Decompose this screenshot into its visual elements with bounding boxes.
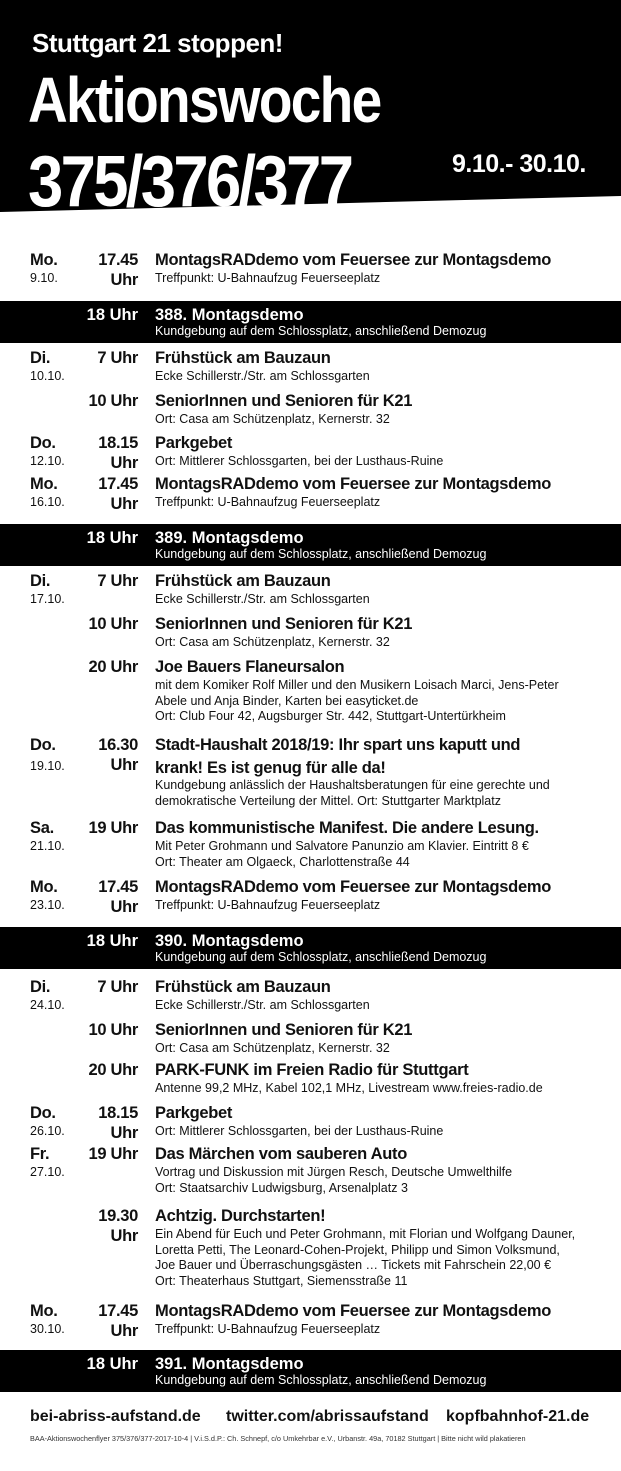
event-day: Sa.	[30, 819, 54, 837]
event-date: 26.10.	[30, 1124, 65, 1138]
event-description-line: Ort: Casa am Schützenplatz, Kernerstr. 32	[155, 1041, 390, 1055]
event-time: 10 Uhr	[88, 392, 138, 410]
event-date: 21.10.	[30, 839, 65, 853]
event-description-line: Ort: Casa am Schützenplatz, Kernerstr. 32	[155, 635, 390, 649]
event-time: 7 Uhr	[97, 572, 138, 590]
event-title: Das kommunistische Manifest. Die andere Lesung.	[155, 819, 539, 837]
event-time: 20 Uhr	[88, 1061, 138, 1079]
header-numbers: 375/376/377	[28, 142, 352, 222]
header-dates: 9.10.- 30.10.	[452, 150, 586, 178]
event-time: 17.45 Uhr	[98, 1302, 138, 1340]
event-title: SeniorInnen und Senioren für K21	[155, 1021, 413, 1039]
event-time: 17.45 Uhr	[98, 475, 138, 513]
event-title: 388. Montagsdemo	[155, 306, 304, 324]
imprint: BAA-Aktionswochenflyer 375/376/377-2017-10-4 | V.i.S.d.P.: Ch. Schnepf, c/o Umkehrbar e.V., Urbanstr. 49a, 70182 Stuttgart | Bitte nicht wild plakatieren	[30, 1434, 526, 1443]
event-description-line: Ein Abend für Euch und Peter Grohmann, mit Florian und Wolfgang Dauner,	[155, 1227, 576, 1241]
event-description-line: Ort: Mittlerer Schlossgarten, bei der Lusthaus-Ruine	[155, 454, 444, 468]
event-day: Fr.	[30, 1145, 50, 1163]
event-description: Kundgebung auf dem Schlossplatz, anschließend Demozug	[155, 950, 487, 964]
event-day: Di.	[30, 572, 51, 590]
event-date: 16.10.	[30, 495, 65, 509]
event-date: 17.10.	[30, 592, 65, 606]
event-day: Do.	[30, 434, 56, 452]
event-date: 9.10.	[30, 271, 58, 285]
event-time: 18 Uhr	[86, 529, 138, 547]
event-time: 18 Uhr	[86, 1355, 138, 1373]
event-title-line2: krank! Es ist genug für alle da!	[155, 759, 386, 777]
montagsdemo-bar	[0, 927, 621, 969]
event-title: SeniorInnen und Senioren für K21	[155, 615, 413, 633]
event-description-line: Treffpunkt: U-Bahnaufzug Feuerseeplatz	[155, 271, 381, 285]
event-description-line: Ort: Casa am Schützenplatz, Kernerstr. 32	[155, 412, 390, 426]
event-day: Mo.	[30, 475, 58, 493]
event-title: Parkgebet	[155, 434, 233, 452]
event-description-line: Vortrag und Diskussion mit Jürgen Resch, Deutsche Umwelthilfe	[155, 1165, 513, 1179]
event-description: Kundgebung auf dem Schlossplatz, anschließend Demozug	[155, 547, 487, 561]
header-title: Aktionswoche	[28, 64, 381, 136]
event-time: 16.30 Uhr	[98, 736, 138, 774]
event-time: 17.45 Uhr	[98, 251, 138, 289]
event-day: Di.	[30, 349, 51, 367]
event-date: 27.10.	[30, 1165, 65, 1179]
event-description-line: Loretta Petti, The Leonard-Cohen-Projekt, Philipp und Simon Volksmund,	[155, 1242, 560, 1257]
event-time: 20 Uhr	[88, 658, 138, 676]
event-description-line: Joe Bauer und Überraschungsgästen … Tickets mit Fahrschein 22,00 €	[155, 1258, 552, 1272]
header-subtitle: Stuttgart 21 stoppen!	[32, 28, 283, 58]
event-day: Do.	[30, 1104, 56, 1122]
event-title: Joe Bauers Flaneursalon	[155, 658, 345, 676]
event-description-line: Abele und Anja Binder, Karten bei easyticket.de	[155, 693, 419, 708]
event-description-line: Ort: Theaterhaus Stuttgart, Siemensstraße 11	[155, 1273, 408, 1288]
event-date: 30.10.	[30, 1322, 65, 1336]
event-time: 7 Uhr	[97, 978, 138, 996]
event-title: 391. Montagsdemo	[155, 1355, 304, 1373]
footer-links	[30, 1408, 595, 1432]
event-description-line: demokratische Verteilung der Mittel. Ort: Stuttgarter Marktplatz	[155, 793, 501, 808]
event-description-line: Treffpunkt: U-Bahnaufzug Feuerseeplatz	[155, 898, 381, 912]
event-title: MontagsRADdemo vom Feuersee zur Montagsdemo	[155, 251, 551, 269]
event-date: 23.10.	[30, 898, 65, 912]
event-day: Di.	[30, 978, 51, 996]
event-title: MontagsRADdemo vom Feuersee zur Montagsdemo	[155, 475, 551, 493]
event-description-line: Ecke Schillerstr./Str. am Schlossgarten	[155, 369, 370, 383]
footer-link-twitter[interactable]: twitter.com/abrissaufstand	[226, 1408, 429, 1425]
event-title: PARK-FUNK im Freien Radio für Stuttgart	[155, 1061, 469, 1079]
event-title: 389. Montagsdemo	[155, 529, 304, 547]
event-description-line: Treffpunkt: U-Bahnaufzug Feuerseeplatz	[155, 1322, 381, 1336]
event-title: Frühstück am Bauzaun	[155, 572, 331, 590]
event-description-line: Ecke Schillerstr./Str. am Schlossgarten	[155, 998, 370, 1012]
event-date: 19.10.	[30, 759, 65, 773]
event-time: 18 Uhr	[86, 932, 138, 950]
header-banner	[0, 0, 621, 240]
event-day: Mo.	[30, 1302, 58, 1320]
event-title: Achtzig. Durchstarten!	[155, 1207, 326, 1225]
event-time: 18 Uhr	[86, 306, 138, 324]
footer-link-kopfbahnhof[interactable]: kopfbahnhof-21.de	[446, 1408, 590, 1425]
event-title: MontagsRADdemo vom Feuersee zur Montagsdemo	[155, 878, 551, 896]
event-description-line: mit dem Komiker Rolf Miller und den Musikern Loisach Marci, Jens-Peter	[155, 678, 559, 692]
event-title: Das Märchen vom sauberen Auto	[155, 1145, 408, 1163]
event-time: 19.30 Uhr	[98, 1207, 138, 1245]
event-description-line: Ecke Schillerstr./Str. am Schlossgarten	[155, 592, 370, 606]
event-day: Do.	[30, 736, 56, 754]
event-title: Frühstück am Bauzaun	[155, 978, 331, 996]
event-description-line: Ort: Theater am Olgaeck, Charlottenstraße 44	[155, 854, 410, 869]
event-time: 19 Uhr	[88, 1145, 138, 1163]
event-time: 7 Uhr	[97, 349, 138, 367]
event-title: Stadt-Haushalt 2018/19: Ihr spart uns kaputt und	[155, 736, 521, 754]
event-title: MontagsRADdemo vom Feuersee zur Montagsdemo	[155, 1302, 551, 1320]
footer-link-website[interactable]: bei-abriss-aufstand.de	[30, 1408, 201, 1425]
montagsdemo-bar	[0, 1350, 621, 1392]
event-description-line: Ort: Mittlerer Schlossgarten, bei der Lusthaus-Ruine	[155, 1124, 444, 1138]
event-description-line: Antenne 99,2 MHz, Kabel 102,1 MHz, Livestream www.freies-radio.de	[155, 1081, 543, 1095]
event-time: 17.45 Uhr	[98, 878, 138, 916]
event-description: Kundgebung auf dem Schlossplatz, anschließend Demozug	[155, 324, 487, 338]
event-day: Mo.	[30, 251, 58, 269]
event-date: 24.10.	[30, 998, 65, 1012]
event-day: Mo.	[30, 878, 58, 896]
event-time: 10 Uhr	[88, 1021, 138, 1039]
event-description-line: Kundgebung anlässlich der Haushaltsberatungen für eine gerechte und	[155, 778, 550, 792]
event-time: 18.15 Uhr	[98, 1104, 138, 1142]
event-title: SeniorInnen und Senioren für K21	[155, 392, 413, 410]
event-date: 12.10.	[30, 454, 65, 468]
montagsdemo-bar	[0, 301, 621, 343]
event-title: 390. Montagsdemo	[155, 932, 304, 950]
event-title: Frühstück am Bauzaun	[155, 349, 331, 367]
event-time: 18.15 Uhr	[98, 434, 138, 472]
event-title: Parkgebet	[155, 1104, 233, 1122]
event-description-line: Ort: Staatsarchiv Ludwigsburg, Arsenalplatz 3	[155, 1180, 408, 1195]
event-time: 19 Uhr	[88, 819, 138, 837]
event-description-line: Treffpunkt: U-Bahnaufzug Feuerseeplatz	[155, 495, 381, 509]
event-description-line: Ort: Club Four 42, Augsburger Str. 442, Stuttgart-Untertürkheim	[155, 709, 506, 723]
montagsdemo-bar	[0, 524, 621, 566]
event-time: 10 Uhr	[88, 615, 138, 633]
event-description: Kundgebung auf dem Schlossplatz, anschließend Demozug	[155, 1373, 487, 1387]
event-description-line: Mit Peter Grohmann und Salvatore Panunzio am Klavier. Eintritt 8 €	[155, 839, 529, 853]
event-date: 10.10.	[30, 369, 65, 383]
